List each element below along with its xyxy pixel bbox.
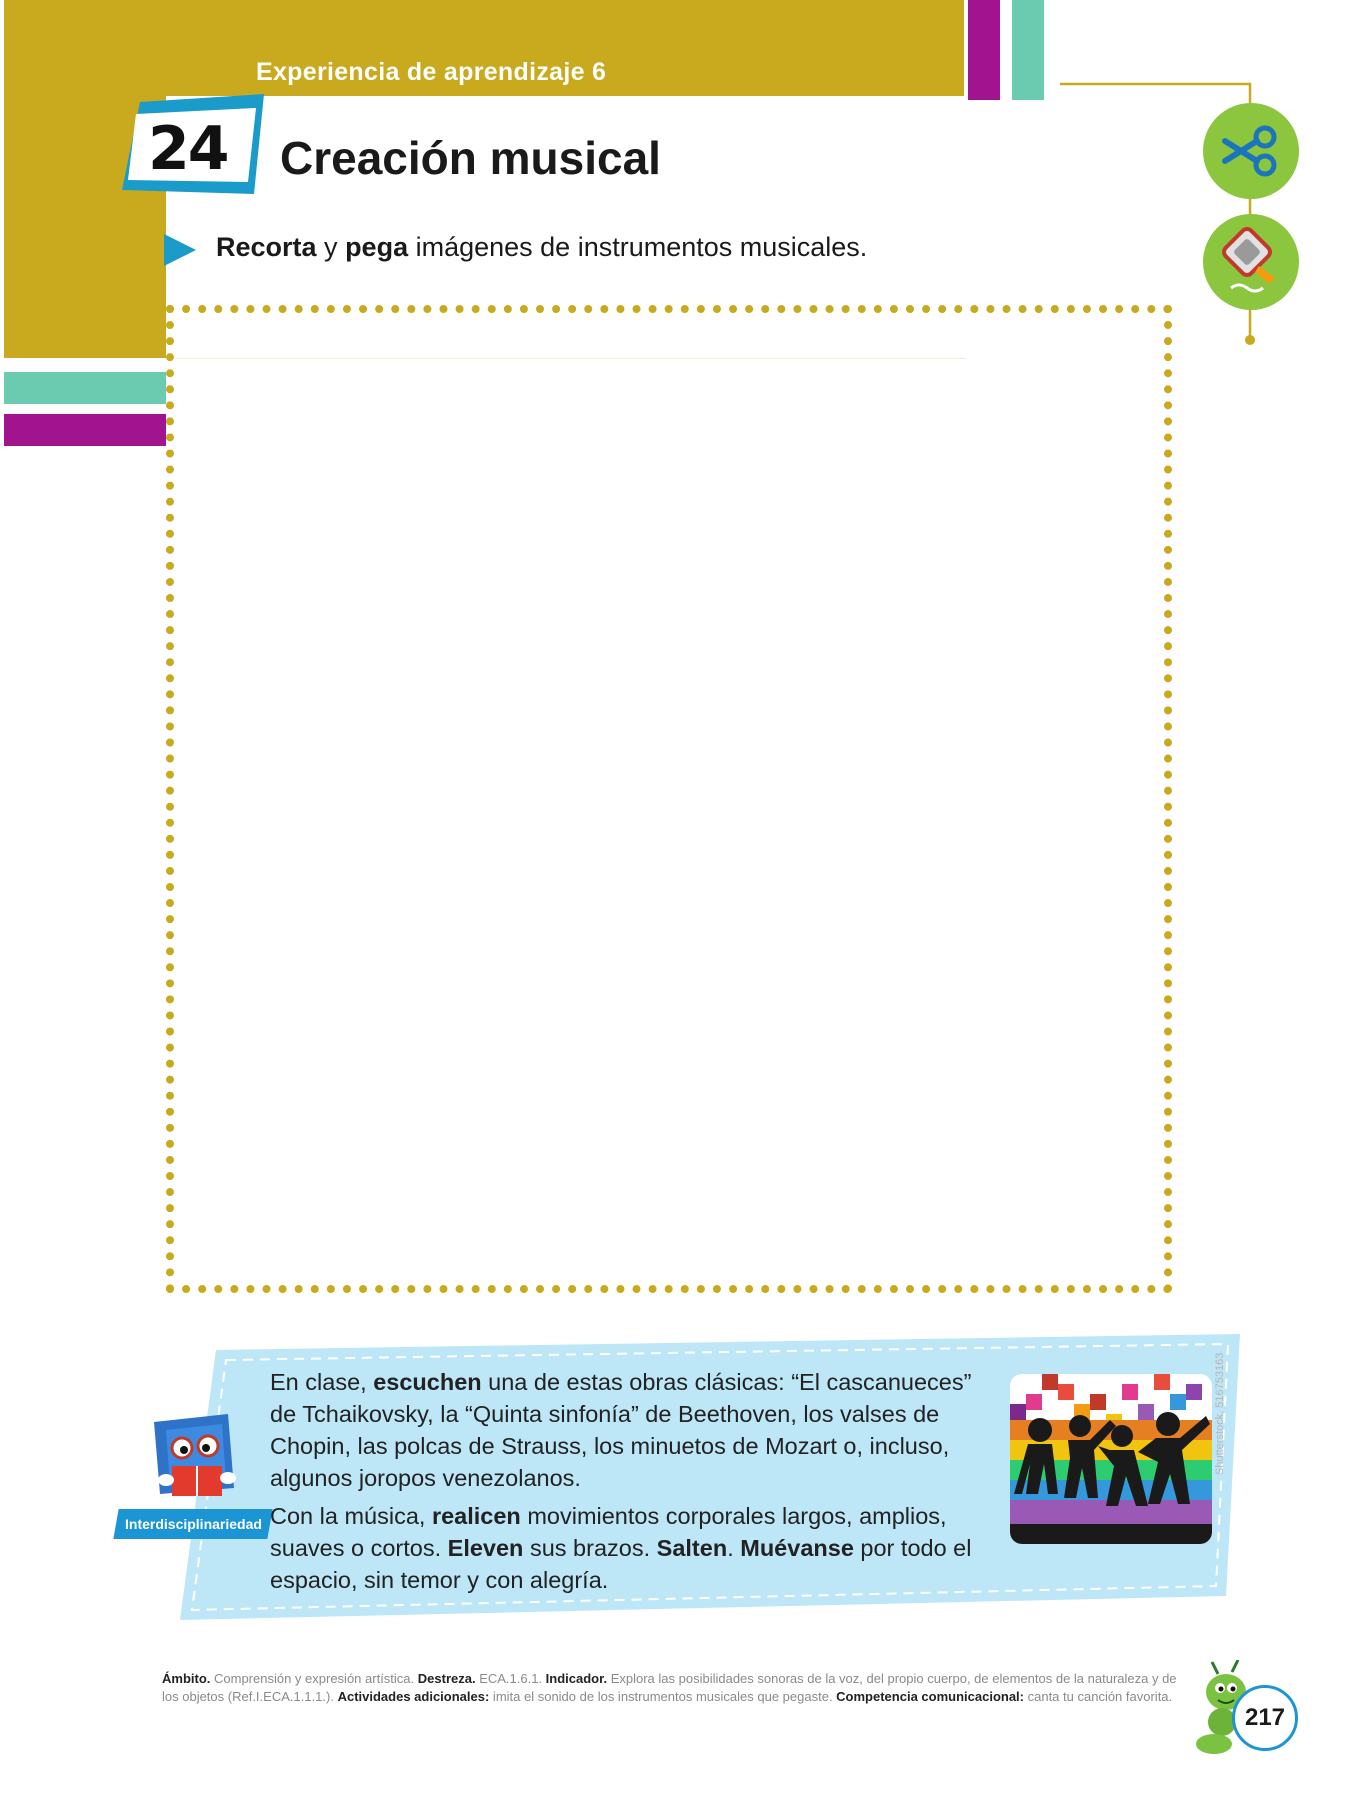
interdisciplinary-label-text: Interdisciplinariedad bbox=[124, 1516, 262, 1532]
paste-area[interactable] bbox=[166, 305, 1172, 1293]
footer-competencia-label: Competencia comunicacional: bbox=[836, 1689, 1024, 1704]
instruction-conj: y bbox=[316, 232, 346, 262]
p1-bold-escuchen: escuchen bbox=[373, 1369, 482, 1395]
interdisciplinary-paragraph-1 bbox=[270, 1366, 1000, 1494]
instruction-arrow-icon bbox=[164, 234, 196, 266]
lesson-number: 24 bbox=[148, 114, 228, 184]
footer-curriculum-info bbox=[162, 1670, 1182, 1706]
page-number: 217 bbox=[1232, 1685, 1298, 1751]
footer-destreza: ECA.1.6.1. bbox=[475, 1671, 546, 1686]
instruction-verb-recorta: Recorta bbox=[216, 232, 317, 262]
p2-bold-eleven: Eleven bbox=[447, 1535, 524, 1561]
p2-bold-muevanse: Muévanse bbox=[740, 1535, 854, 1561]
footer-indicador: Explora las posibilidades sonoras de la voz, del propio cuerpo, de elementos de la naturaleza y de los objetos (Ref.I.ECA.1.1.1.). bbox=[162, 1671, 1177, 1704]
footer-actividades-label: Actividades adicionales: bbox=[337, 1689, 490, 1704]
glue-icon-circle bbox=[1203, 214, 1299, 310]
p2-part-a: Con la música, bbox=[270, 1503, 432, 1529]
paste-area-guide-line bbox=[176, 358, 966, 359]
footer-actividades: imita el sonido de los instrumentos musicales que pegaste. bbox=[489, 1689, 837, 1704]
instruction-verb-pega: pega bbox=[345, 232, 409, 262]
footer-ambito: Comprensión y expresión artística. bbox=[210, 1671, 418, 1686]
p2-part-e: sus brazos. bbox=[523, 1535, 657, 1561]
p1-part-a: En clase, bbox=[270, 1369, 374, 1395]
interdisciplinary-text bbox=[270, 1366, 1000, 1602]
instruction-rest: imágenes de instrumentos musicales. bbox=[408, 232, 868, 262]
p2-part-i: por todo el espacio, sin temor y con alegría. bbox=[270, 1535, 972, 1593]
left-purple-stripe bbox=[4, 414, 166, 446]
p2-bold-salten: Salten bbox=[656, 1535, 728, 1561]
top-purple-stripe bbox=[968, 0, 1000, 100]
glue-icon bbox=[1203, 214, 1299, 310]
footer-ambito-label: Ámbito. bbox=[162, 1671, 211, 1686]
footer-destreza-label: Destreza. bbox=[417, 1671, 476, 1686]
experience-header: Experiencia de aprendizaje 6 bbox=[256, 58, 607, 86]
footer-competencia: canta tu canción favorita. bbox=[1024, 1689, 1173, 1704]
lesson-number-badge bbox=[118, 94, 268, 200]
footer-indicador-label: Indicador. bbox=[545, 1671, 608, 1686]
image-credit: Shutterstock, 516753163 bbox=[1214, 1352, 1226, 1475]
left-teal-stripe bbox=[4, 372, 166, 404]
dancers-image bbox=[1010, 1374, 1212, 1544]
p2-bold-realicen: realicen bbox=[431, 1503, 521, 1529]
page-title: Creación musical bbox=[280, 132, 661, 184]
scissors-icon bbox=[1203, 103, 1299, 199]
scissors-icon-circle bbox=[1203, 103, 1299, 199]
interdisciplinary-label bbox=[113, 1509, 272, 1539]
book-mascot-icon bbox=[144, 1408, 248, 1508]
interdisciplinary-paragraph-2 bbox=[270, 1500, 1000, 1596]
p2-part-c: movimientos corporales largos, amplios, suaves o cortos. bbox=[270, 1503, 947, 1561]
p2-part-g: . bbox=[727, 1535, 741, 1561]
instruction-text bbox=[216, 232, 867, 263]
p1-part-c: una de estas obras clásicas: “El cascanueces” de Tchaikovsky, la “Quinta sinfonía” de Beethoven, los valses de Chopin, las polcas de Strauss, los minuetos de Mozart o, incluso, algunos joropos venezolanos. bbox=[270, 1369, 972, 1491]
top-teal-stripe bbox=[1012, 0, 1044, 100]
